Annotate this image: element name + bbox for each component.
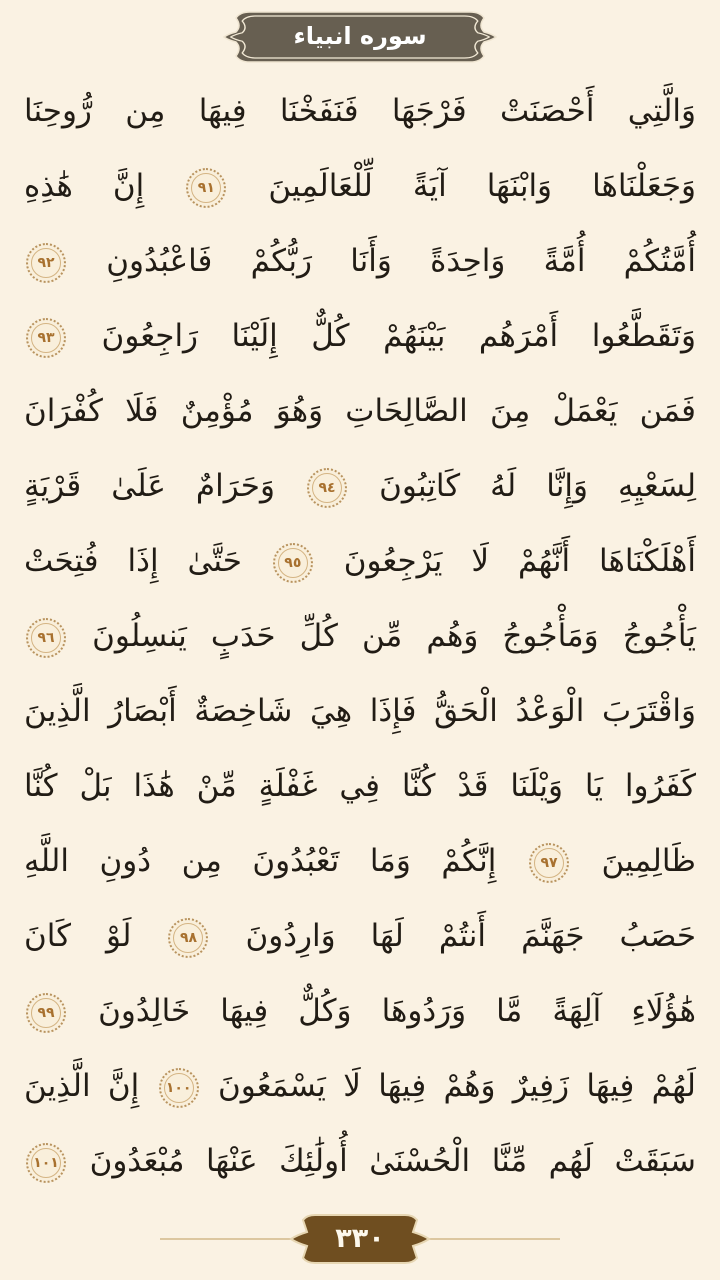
ayah-end-rosette-icon	[26, 318, 66, 358]
quran-line	[24, 824, 696, 899]
ayah-number: ٩٦	[31, 623, 61, 653]
ayah-number: ٩٣	[31, 323, 61, 353]
verse-text: إِنَّكُمْ وَمَا تَعْبُدُونَ مِن دُونِ اللَّهِ	[24, 843, 497, 879]
verse-text: لَوْ كَانَ	[24, 918, 132, 954]
ayah-end-rosette-icon	[26, 1143, 66, 1183]
ayah-end-rosette-icon	[168, 918, 208, 958]
quran-line	[24, 974, 696, 1049]
verse-text: وَتَقَطَّعُوا أَمْرَهُم بَيْنَهُمْ كُلٌّ إِلَيْنَا رَاجِعُونَ	[101, 318, 696, 354]
verse-text: سَبَقَتْ لَهُم مِّنَّا الْحُسْنَىٰ أُولَٰئِكَ عَنْهَا مُبْعَدُونَ	[89, 1143, 697, 1179]
ayah-number: ٩٥	[278, 548, 308, 578]
ayah-number: ٩٢	[31, 248, 61, 278]
quran-lines	[0, 74, 720, 1199]
ayah-end-rosette-icon	[26, 243, 66, 283]
quran-line	[24, 299, 696, 374]
ayah-number: ٩٩	[31, 998, 61, 1028]
ayah-end-rosette-icon	[26, 993, 66, 1033]
ayah-end-rosette-icon	[529, 843, 569, 883]
page-number: ٣٣٠	[335, 1222, 385, 1254]
verse-text: إِنَّ الَّذِينَ	[24, 1068, 140, 1104]
verse-text: لِسَعْيِهِ وَإِنَّا لَهُ كَاتِبُونَ	[379, 468, 697, 504]
verse-text: أَهْلَكْنَاهَا أَنَّهُمْ لَا يَرْجِعُونَ	[343, 543, 696, 579]
ayah-number: ١٠١	[31, 1148, 61, 1178]
ayah-number: ٩٨	[173, 923, 203, 953]
verse-text: ظَالِمِينَ	[601, 843, 696, 879]
page-header	[0, 0, 720, 66]
verse-text: وَحَرَامٌ عَلَىٰ قَرْيَةٍ	[24, 468, 275, 504]
verse-text: حَصَبُ جَهَنَّمَ أَنتُمْ لَهَا وَارِدُونَ	[245, 918, 697, 954]
ayah-number: ٩٤	[312, 473, 342, 503]
quran-line	[24, 224, 696, 299]
quran-line	[24, 149, 696, 224]
surah-title: سوره انبياء	[293, 22, 427, 50]
verse-text: لَهُمْ فِيهَا زَفِيرٌ وَهُمْ فِيهَا لَا يَسْمَعُونَ	[217, 1068, 696, 1104]
quran-line	[24, 674, 696, 749]
ayah-end-rosette-icon	[159, 1068, 199, 1108]
verse-text: يَأْجُوجُ وَمَأْجُوجُ وَهُم مِّن كُلِّ حَدَبٍ يَنسِلُونَ	[92, 618, 696, 654]
verse-text: هَٰؤُلَاءِ آلِهَةً مَّا وَرَدُوهَا وَكُلٌّ فِيهَا خَالِدُونَ	[98, 993, 696, 1029]
verse-text: إِنَّ هَٰذِهِ	[24, 168, 145, 204]
quran-line	[24, 1049, 696, 1124]
page-number-badge[interactable]	[285, 1212, 435, 1266]
verse-text: فَمَن يَعْمَلْ مِنَ الصَّالِحَاتِ وَهُوَ مُؤْمِنٌ فَلَا كُفْرَانَ	[24, 393, 696, 429]
ayah-end-rosette-icon	[307, 468, 347, 508]
verse-text: حَتَّىٰ إِذَا فُتِحَتْ	[24, 543, 242, 579]
verse-text: وَجَعَلْنَاهَا وَابْنَهَا آيَةً لِّلْعَالَمِينَ	[268, 168, 697, 204]
quran-line	[24, 749, 696, 824]
ayah-end-rosette-icon	[186, 168, 226, 208]
ayah-end-rosette-icon	[273, 543, 313, 583]
quran-line	[24, 449, 696, 524]
surah-title-badge[interactable]	[222, 8, 498, 66]
verse-text: أُمَّتُكُمْ أُمَّةً وَاحِدَةً وَأَنَا رَبُّكُمْ فَاعْبُدُونِ	[106, 243, 696, 279]
quran-line	[24, 524, 696, 599]
quran-line	[24, 74, 696, 149]
quran-line	[24, 599, 696, 674]
quran-line	[24, 1124, 696, 1199]
verse-text: كَفَرُوا يَا وَيْلَنَا قَدْ كُنَّا فِي غَفْلَةٍ مِّنْ هَٰذَا بَلْ كُنَّا	[24, 768, 696, 804]
verse-text: وَالَّتِي أَحْصَنَتْ فَرْجَهَا فَنَفَخْنَا فِيهَا مِن رُّوحِنَا	[24, 93, 696, 129]
quran-line	[24, 899, 696, 974]
ayah-number: ٩١	[191, 173, 221, 203]
verse-text: وَاقْتَرَبَ الْوَعْدُ الْحَقُّ فَإِذَا هِيَ شَاخِصَةٌ أَبْصَارُ الَّذِينَ	[24, 693, 696, 729]
ayah-number: ١٠٠	[164, 1073, 194, 1103]
page-footer	[0, 1212, 720, 1266]
ayah-number: ٩٧	[534, 848, 564, 878]
quran-line	[24, 374, 696, 449]
ayah-end-rosette-icon	[26, 618, 66, 658]
